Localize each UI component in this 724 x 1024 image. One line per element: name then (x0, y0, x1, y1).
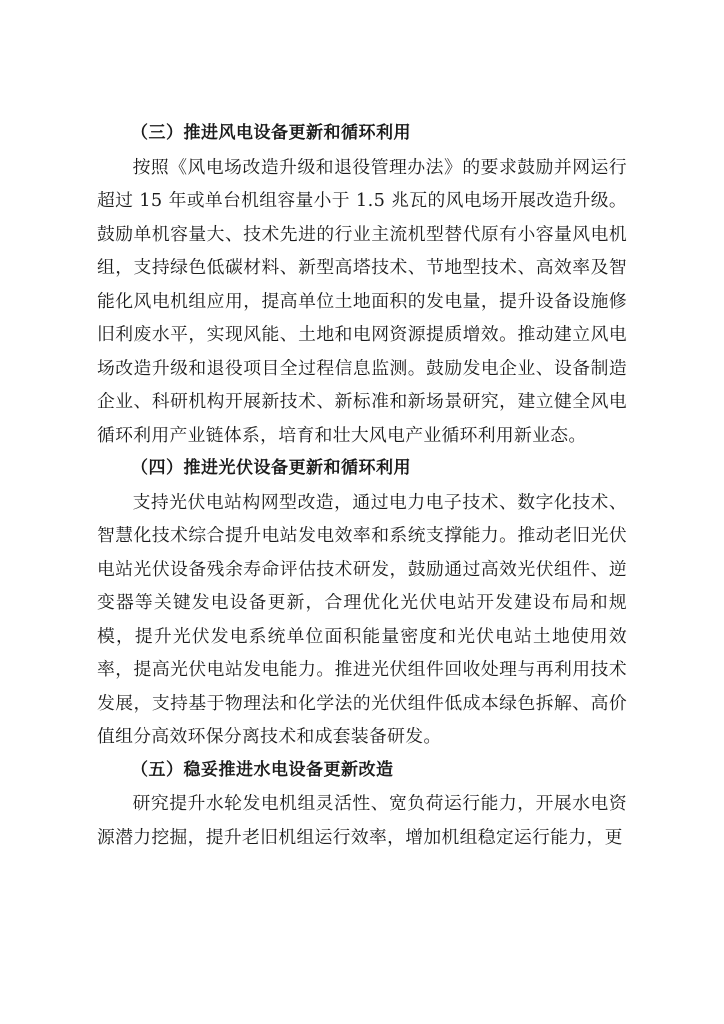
section-heading: （四）推进光伏设备更新和循环利用 (131, 458, 411, 478)
section-paragraph: 支持光伏电站构网型改造，通过电力电子技术、数字化技术、智慧化技术综合提升电站发电效率和系统支撑能力。推动老旧光伏电站光伏设备残余寿命评估技术研发，鼓励通过高效光伏组件、逆变器等关键发电设备更新，合理优化光伏电站开发建设布局和规模，提升光伏发电系统单位面积能量密度和光伏电站土地使用效率，提高光伏电站发电能力。推进光伏组件回收处理与再利用技术发展，支持基于物理法和化学法的光伏组件低成本绿色拆解、高价值组分高效环保分离技术和成套装备研发。 (97, 491, 627, 747)
section-paragraph: 研究提升水轮发电机组灵活性、宽负荷运行能力，开展水电资源潜力挖掘，提升老旧机组运行效率，增加机组稳定运行能力，更 (97, 793, 627, 848)
section-hydropower (97, 754, 627, 855)
section-paragraph: 按照《风电场改造升级和退役管理办法》的要求鼓励并网运行超过 15 年或单台机组容量小于 1.5 兆瓦的风电场开展改造升级。鼓励单机容量大、技术先进的行业主流机型替代原有小容量风电机组，支持绿色低碳材料、新型高塔技术、节地型技术、高效率及智能化风电机组应用，提高单位土地面积的发电量，提升设备设施修旧利废水平，实现风能、土地和电网资源提质增效。推动建立风电场改造升级和退役项目全过程信息监测。鼓励发电企业、设备制造企业、科研机构开展新技术、新标准和新场景研究，建立健全风电循环利用产业链体系，培育和壮大风电产业循环利用新业态。 (97, 156, 627, 446)
document-page (97, 117, 627, 854)
section-heading: （五）稳妥推进水电设备更新改造 (131, 759, 394, 780)
section-photovoltaic (97, 452, 627, 754)
section-heading: （三）推进风电设备更新和循环利用 (131, 123, 411, 143)
section-wind-power (97, 117, 627, 452)
